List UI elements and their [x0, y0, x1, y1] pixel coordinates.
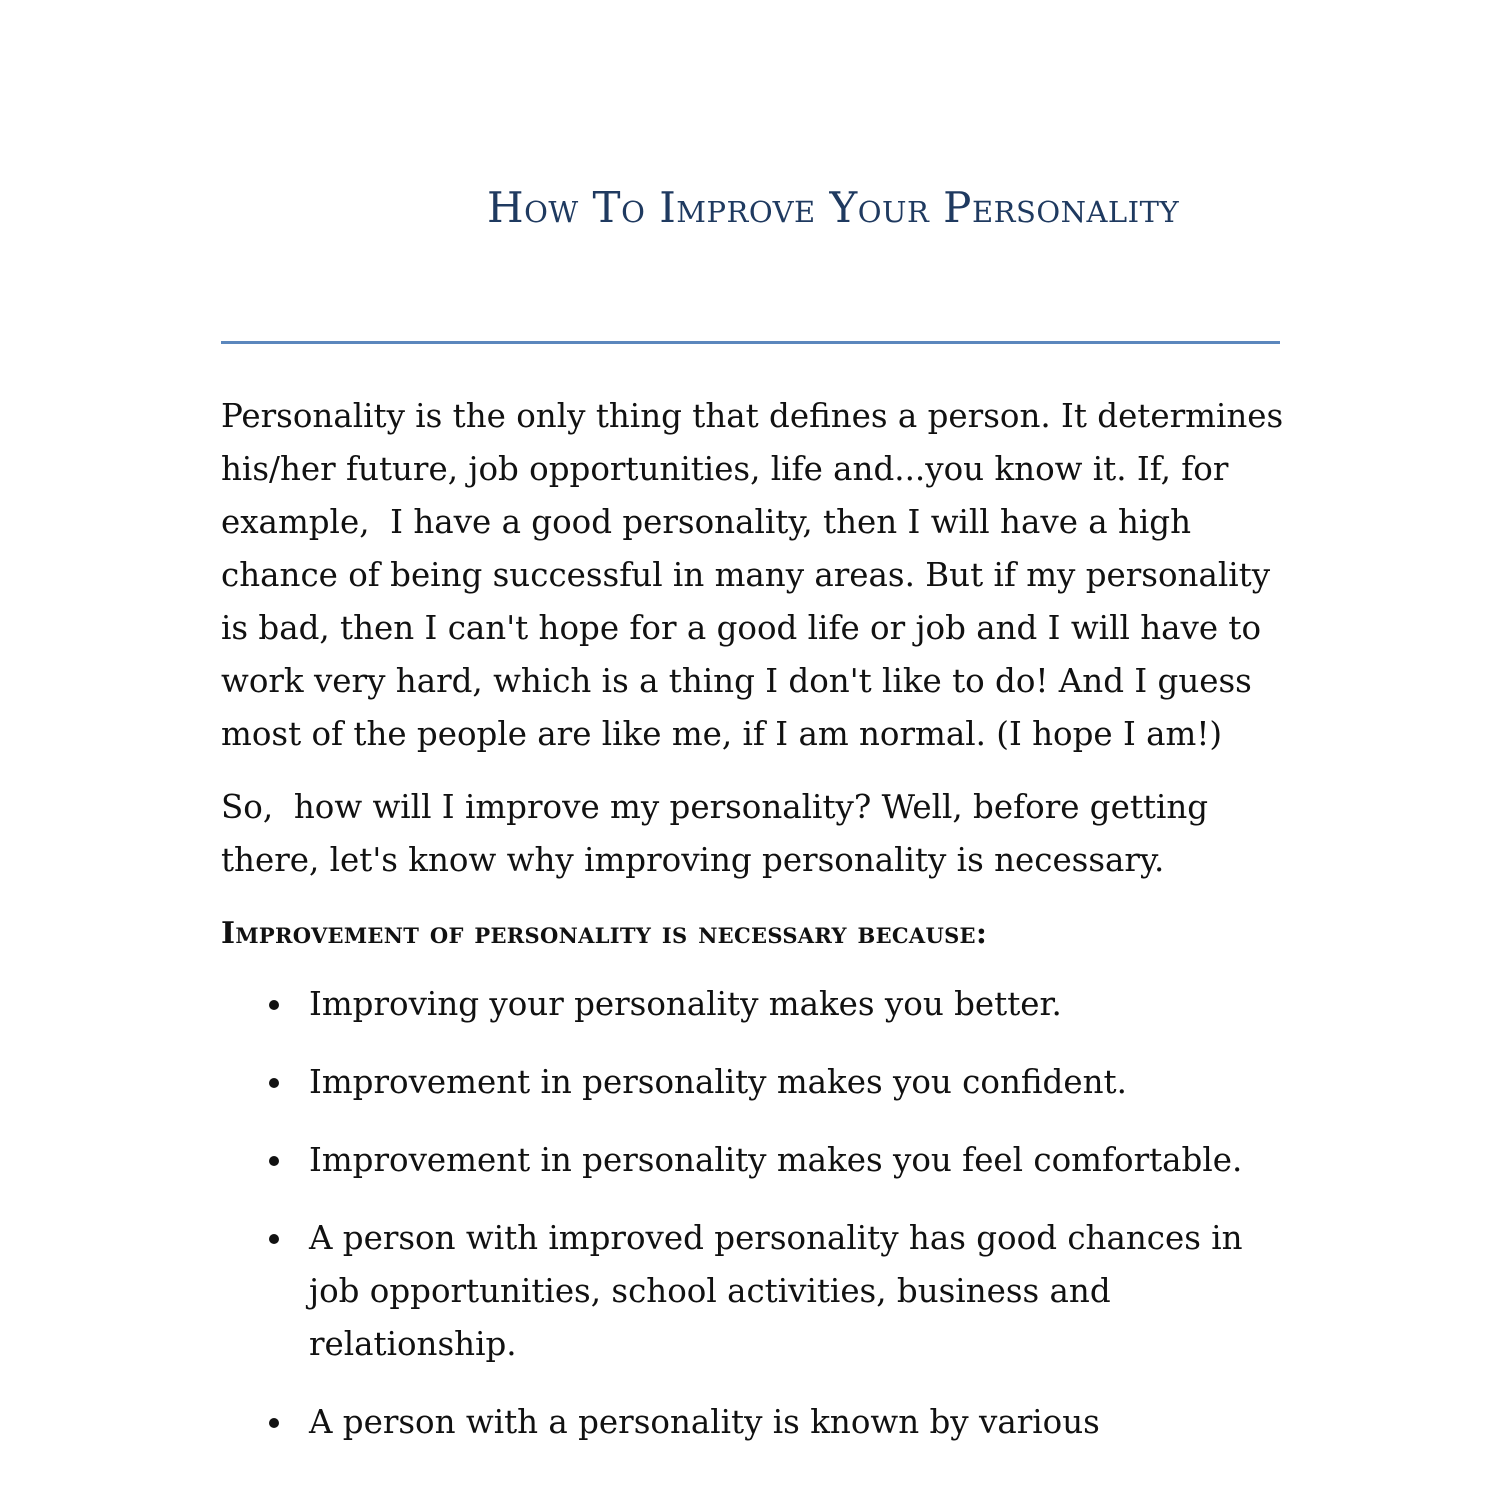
title-divider	[221, 341, 1280, 344]
reasons-list	[221, 978, 1291, 1449]
list-item	[221, 1396, 1291, 1449]
document-title: How To Improve Your Personality	[487, 183, 1180, 232]
list-item	[221, 1134, 1291, 1187]
section-subheading: Improvement of personality is necessary because:	[221, 916, 988, 951]
bullet-icon	[269, 1078, 279, 1088]
bullet-icon	[269, 1418, 279, 1428]
list-item	[221, 1212, 1291, 1371]
paragraph-question: So, how will I improve my personality? Well, before getting there, let's know why improving personality is necessary.	[221, 788, 1219, 879]
bullet-icon	[269, 1000, 279, 1010]
list-item-text: Improvement in personality makes you feel comfortable.	[309, 1141, 1243, 1179]
list-item	[221, 1056, 1291, 1109]
bullet-icon	[269, 1156, 279, 1166]
list-item-text: Improving your personality makes you better.	[309, 985, 1062, 1023]
list-item-text: Improvement in personality makes you confident.	[309, 1063, 1127, 1101]
list-item-text: A person with improved personality has good chances in job opportunities, school activities, business and relationship.	[309, 1219, 1243, 1363]
paragraph-intro: Personality is the only thing that defines a person. It determines his/her future, job opportunities, life and...you know it. If, for example, I have a good personality, then I will have a high chance of being successful in many areas. But if my personality is bad, then I can't hope for a good life or job and I will have to work very hard, which is a thing I don't like to do! And I guess most of the people are like me, if I am normal. (I hope I am!)	[221, 397, 1294, 753]
list-item-text: A person with a personality is known by various	[309, 1403, 1100, 1441]
document-body	[221, 390, 1294, 1474]
list-item	[221, 978, 1291, 1031]
bullet-icon	[269, 1234, 279, 1244]
